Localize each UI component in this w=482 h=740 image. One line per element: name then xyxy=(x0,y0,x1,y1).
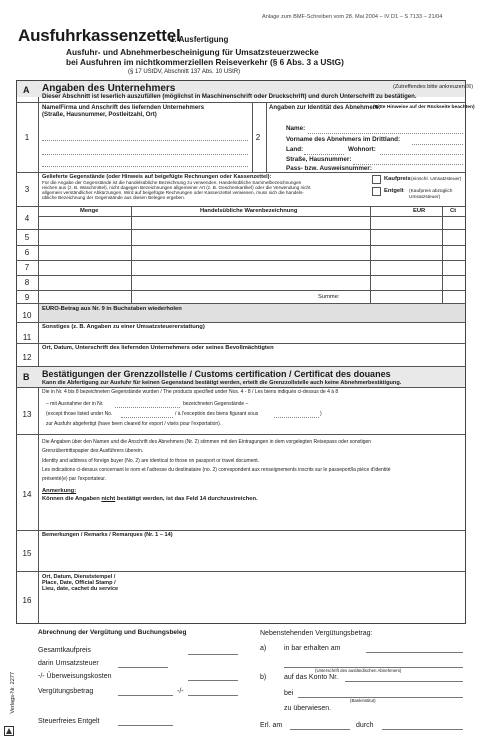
row-13-line-3c: ) xyxy=(320,411,322,417)
annex-note: Anlage zum BMF-Schreiben vom 28. Mai 2004 – IV D1 – S 7133 – 21/04 xyxy=(262,14,443,20)
row-16-line-3: Lieu, date, cachet du service xyxy=(42,586,119,592)
done-date-label: Erl. am xyxy=(260,722,283,729)
kaufpreis-note: (einschl. Umsatzsteuer) xyxy=(411,177,462,182)
row-15-number: 15 xyxy=(22,549,32,558)
done-by-label: durch xyxy=(356,722,374,729)
cash-date-field[interactable] xyxy=(366,652,463,653)
row-10-label: EURO-Betrag aus Nr. 9 in Buchstaben wiederholen xyxy=(42,306,182,312)
vat-label: darin Umsatzsteuer xyxy=(38,660,99,667)
row-7-number: 7 xyxy=(24,263,30,272)
buyer-signature-caption: (Unterschrift des ausländischen Abnehmers) xyxy=(315,668,402,673)
form-subtitle-1: Ausfuhr- und Abnehmerbescheinigung für Umsatzsteuerzwecke xyxy=(66,47,319,57)
buyer-street-label: Straße, Hausnummer: xyxy=(286,156,352,163)
row-16-line-2: Place, Date, Official Stamp / xyxy=(42,580,116,586)
row-8-number: 8 xyxy=(24,278,30,287)
buyer-city-label: Wohnort: xyxy=(348,146,376,153)
row-14-line-5: présenté(e) par l'exportateur. xyxy=(42,476,107,482)
row-14-note-pre: Können die Angaben xyxy=(42,496,102,502)
refund-amount-label: Vergütungsbetrag xyxy=(38,688,94,695)
entgelt-label: Entgelt xyxy=(384,188,404,194)
section-a-title: Angaben des Unternehmers xyxy=(42,83,176,94)
row-11-label: Sonstiges (z. B. Angaben zu einer Umsatzsteuererstattung) xyxy=(42,324,205,330)
row-1-number: 1 xyxy=(24,133,30,142)
col-menge-header: Menge xyxy=(80,208,99,214)
row-14-line-2: Grenzübertrittspapier des Ausführers überein. xyxy=(42,448,144,454)
done-by-field[interactable] xyxy=(382,729,463,730)
row-14-line-3: Identity and address of foreign buyer (No. 2) are identical to those on passport or travel document. xyxy=(42,458,260,464)
sum-label: Summe: xyxy=(318,294,340,300)
row-3-text-1: Für die Angabe der Gegenstände ist die handelsübliche Bezeichnung zu verwenden. Handelsübliche Sammelbezeichnungen xyxy=(42,180,302,185)
row-13-line-2a: – mit Ausnahme der in Nr. xyxy=(46,401,104,407)
option-b-text: auf das Konto Nr. xyxy=(284,674,339,681)
section-a-instruction: Dieser Abschnitt ist leserlich auszufüllen (möglichst in Maschinenschrift oder Druckschrift) und durch Unterschrift zu bestätigen. xyxy=(42,93,417,100)
form-subtitle-2: bei Ausfuhren im nichtkommerziellen Reiseverkehr (§ 6 Abs. 3 a UStG) xyxy=(66,57,344,67)
col-description-header: Handelsübliche Warenbezeichnung xyxy=(200,208,298,214)
row-3-text-4: übliche Bezeichnung der Gegenstände aus diesen Belegen ergeben. xyxy=(42,195,186,200)
total-price-label: Gesamtkaufpreis xyxy=(38,647,91,654)
section-b-letter: B xyxy=(23,372,30,382)
row-1-label: Name/Firma und Anschrift des liefernden Unternehmers xyxy=(42,104,204,111)
transfer-cost-label: -/- Überweisungskosten xyxy=(38,673,112,680)
tax-free-label: Steuerfreies Entgelt xyxy=(38,718,100,725)
kaufpreis-label: Kaufpreis xyxy=(384,176,411,182)
refund-amount-field-2[interactable] xyxy=(188,695,238,696)
row-16-number: 16 xyxy=(22,596,32,605)
option-b-label: b) xyxy=(260,674,267,681)
vat-field[interactable] xyxy=(118,667,168,668)
bank-field[interactable] xyxy=(298,697,463,698)
number-column-divider xyxy=(38,80,39,624)
row-14-line-4: Les indications ci-dessus concernant le nom et l'adresse du destinataire (no. 2) correspondent aux renseignements inscrits sur le passeport/la pièce d'identité xyxy=(42,467,391,473)
row-12-number: 12 xyxy=(22,353,32,362)
form-frame xyxy=(16,80,466,624)
entgelt-checkbox[interactable] xyxy=(372,187,381,196)
row-14-note-post: bestätigt werden, ist das Feld 14 durchzustreichen. xyxy=(115,496,258,502)
row-14-note-em: nicht xyxy=(101,496,116,502)
form-subtitle-3: (§ 17 UStDV, Abschnitt 137 Abs. 10 UStR) xyxy=(128,69,241,75)
buyer-name-label: Name: xyxy=(286,125,306,132)
excluded-items-no-field[interactable] xyxy=(121,417,173,418)
row-14-number: 14 xyxy=(22,490,32,499)
row-3-text-3: allgemein verständlicher Abkürzungen. Wird auf beigefügte Rechnungen oder Kassenzettel verwiesen, muss sich die handels- xyxy=(42,190,304,195)
row-15-label: Bemerkungen / Remarks / Remarques (Nr. 1 – 14) xyxy=(42,532,173,538)
excluded-items-fr-field[interactable] xyxy=(274,417,319,418)
buyer-passport-label: Pass- bzw. Ausweisnummer: xyxy=(286,165,372,172)
buyer-country-field[interactable] xyxy=(304,154,344,155)
done-date-field[interactable] xyxy=(290,729,350,730)
settlement-title: Abrechnung der Vergütung und Buchungsbeleg xyxy=(38,629,187,636)
row-9-number: 9 xyxy=(24,293,30,302)
row-13-line-3a: (except those listed under No. xyxy=(46,411,113,417)
row-3-title: Gelieferte Gegenstände (oder Hinweis auf beigefügte Rechnungen oder Kassenzettel): xyxy=(42,174,272,180)
row-12-label: Ort, Datum, Unterschrift des liefernden Unternehmers oder seines Bevollmächtigten xyxy=(42,345,274,351)
refund-minus-sign: -/- xyxy=(177,688,184,695)
row-4-number: 4 xyxy=(24,214,30,223)
entgelt-note: (Kaufpreis abzüglich Umsatzsteuer) xyxy=(409,189,453,200)
row-3-text-2: reichen aus (z. B. Waschmittel), nicht dagegen Bezeichnungen allgemeiner Art (z. B. Geschenkartikel) oder die Verwendung nicht xyxy=(42,185,311,190)
section-a-letter: A xyxy=(23,85,30,95)
transferred-text: zu überwiesen. xyxy=(284,705,332,712)
buyer-city-field[interactable] xyxy=(380,154,463,155)
buyer-firstname-label: Vorname des Abnehmers im Drittland: xyxy=(286,136,401,143)
row-13-line-4: zur Ausfuhr abgefertigt (have been cleared for export / visés pour l'exportation). xyxy=(46,421,222,427)
account-number-field[interactable] xyxy=(345,681,463,682)
option-a-label: a) xyxy=(260,645,267,652)
row-13-number: 13 xyxy=(22,410,32,419)
publisher-number: Verlags-Nr. 2277 xyxy=(10,671,17,714)
row-16-line-1: Ort, Datum, Dienststempel / xyxy=(42,574,116,580)
row-13-line-2b: bezeichneten Gegenstände – xyxy=(183,401,249,407)
row-13-line-1: Die in Nr. 4 bis 8 bezeichneten Gegenstände wurden / The products specified under Nos. 4 - 8 / Les biens indiqués ci-dessus de 4 à 8 xyxy=(42,389,339,395)
row-3-number: 3 xyxy=(24,185,30,194)
option-a-text: in bar erhalten am xyxy=(284,645,341,652)
bank-caption: (Bankinstitut) xyxy=(350,698,376,703)
section-b-subtitle: Kann die Abfertigung zur Ausfuhr für keinen Gegenstand bestätigt werden, erteilt die Grenzzollstelle auch keine Abnehmerbestätigung. xyxy=(42,380,402,386)
row-14-line-1: Die Angaben über den Namen und die Anschrift des Abnehmers (Nr. 2) stimmen mit den Eintragungen in dem vorgelegten Reisepass oder sonstigen xyxy=(42,439,372,445)
row-11-number: 11 xyxy=(22,333,32,342)
row-14-note-title: Anmerkung: xyxy=(42,488,77,494)
row-2-label: Angaben zur Identität des Abnehmers: xyxy=(269,104,381,111)
payout-title: Nebenstehenden Vergütungsbetrag: xyxy=(260,630,373,637)
row-1-sublabel: (Straße, Hausnummer, Postleitzahl, Ort) xyxy=(42,111,157,118)
section-b-title: Bestätigungen der Grenzzollstelle / Customs certification / Certificat des douanes xyxy=(42,369,391,379)
row-10-number: 10 xyxy=(22,311,32,320)
total-price-field[interactable] xyxy=(188,654,238,655)
excluded-items-field[interactable] xyxy=(115,407,180,408)
section-a-checkbox-note: (Zutreffendes bitte ankreuzen ☒) xyxy=(393,84,474,90)
copy-number: 1. Ausfertigung xyxy=(170,35,229,44)
row-14-note xyxy=(42,497,258,503)
row-5-number: 5 xyxy=(24,233,30,242)
row-6-number: 6 xyxy=(24,248,30,257)
row-2-number: 2 xyxy=(255,133,261,142)
publisher-logo-icon xyxy=(4,726,14,736)
row-13-line-3b: / à l'exception des biens figurant sous xyxy=(175,411,259,417)
buyer-country-label: Land: xyxy=(286,146,304,153)
row-2-hint: (Bitte Hinweise auf der Rückseite beachten) xyxy=(373,105,475,110)
buyer-name-field[interactable] xyxy=(308,133,463,134)
tax-free-field[interactable] xyxy=(118,725,173,726)
col-ct-header: Ct xyxy=(450,208,457,214)
kaufpreis-checkbox[interactable] xyxy=(372,175,381,184)
col-eur-header: EUR xyxy=(413,208,426,214)
buyer-firstname-field[interactable] xyxy=(412,144,463,145)
transfer-cost-field[interactable] xyxy=(188,680,238,681)
form-title: Ausfuhrkassenzettel xyxy=(18,26,181,45)
bank-prefix: bei xyxy=(284,690,294,697)
refund-amount-field[interactable] xyxy=(118,695,173,696)
